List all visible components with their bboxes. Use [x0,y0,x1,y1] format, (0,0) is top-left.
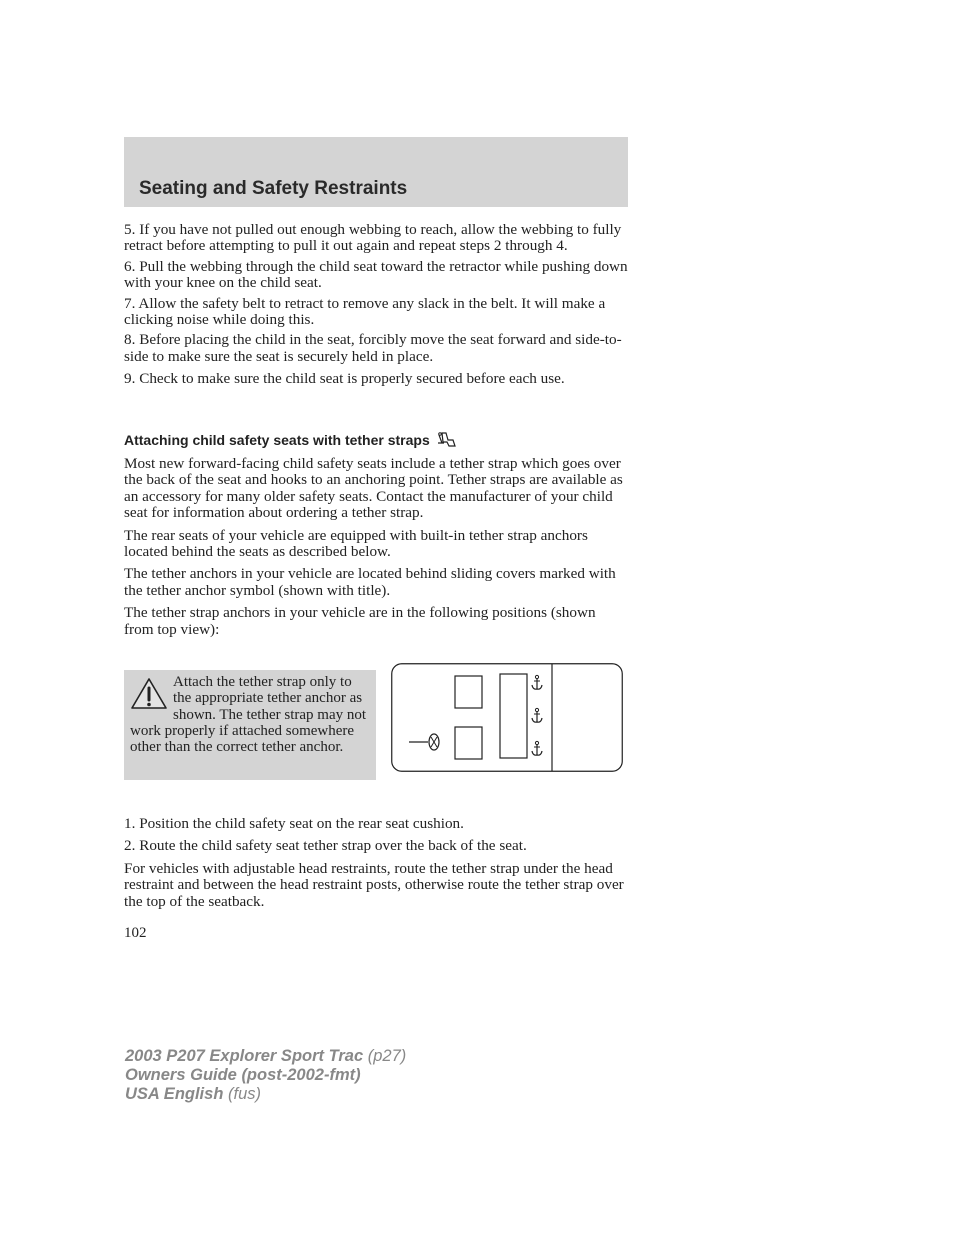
footer-line-1 [125,1047,406,1066]
warning-triangle-icon [129,676,169,712]
footer-language-code: (fus) [228,1085,261,1103]
step-2: 2. Route the child safety seat tether strap over the back of the seat. [124,837,527,855]
footer-model-code: (p27) [367,1047,407,1065]
section-header-band [124,137,628,207]
step-8: 8. Before placing the child in the seat, forcibly move the seat forward and side-to-side to make sure the seat is securely held in place. [124,331,622,365]
warning-box [124,670,376,780]
page-title: Seating and Safety Restraints [139,178,408,199]
step-7: 7. Allow the safety belt to retract to remove any slack in the belt. It will make a clicking noise while doing this. [124,294,606,329]
steps-bottom [124,816,628,910]
document-footer [125,1047,406,1104]
paragraph-positions: The tether strap anchors in your vehicle are in the following positions (shown from top view): [124,604,596,638]
section-subheading-text: Attaching child safety seats with tether straps [124,432,430,448]
paragraph-head-restraints: For vehicles with adjustable head restraints, route the tether strap under the head restraint and between the head restraint posts, otherwise route the tether strap over the top of the seatback. [124,859,624,910]
steps-top [124,222,628,388]
footer-language: USA English [125,1085,224,1103]
footer-line-3 [125,1085,406,1104]
warning-text: Attach the tether strap only to the appropriate tether anchor as shown. The tether strap may not work properly if attached somewhere other than the correct tether anchor. [130,674,367,756]
paragraph-rear-seats: The rear seats of your vehicle are equipped with built-in tether strap anchors located behind the seats as described below. [124,526,588,561]
section-paragraphs [124,456,628,638]
paragraph-tether-intro: Most new forward-facing child safety seats include a tether strap which goes over the back of the seat and hooks to an anchoring point. Tether straps are available as an accessory for many older safety seats. Contact the manufacturer of your child seat for information about ordering a tether strap. [124,455,623,522]
footer-model: 2003 P207 Explorer Sport Trac [125,1047,364,1065]
tether-anchor-symbol-icon [436,431,458,449]
step-9: 9. Check to make sure the child seat is properly secured before each use. [124,370,565,388]
page-number: 102 [124,925,147,941]
step-5: 5. If you have not pulled out enough webbing to reach, allow the webbing to fully retract before attempting to pull it out again and repeat steps 2 through 4. [124,221,622,255]
footer-line-2: Owners Guide (post-2002-fmt) [125,1066,361,1084]
step-1: 1. Position the child safety seat on the rear seat cushion. [124,815,464,832]
step-6: 6. Pull the webbing through the child seat toward the retractor while pushing down with your knee on the child seat. [124,257,628,292]
tether-anchor-diagram [391,663,623,772]
section-subheading [124,431,458,449]
paragraph-sliding-covers: The tether anchors in your vehicle are located behind sliding covers marked with the tether anchor symbol (shown with title). [124,565,616,599]
